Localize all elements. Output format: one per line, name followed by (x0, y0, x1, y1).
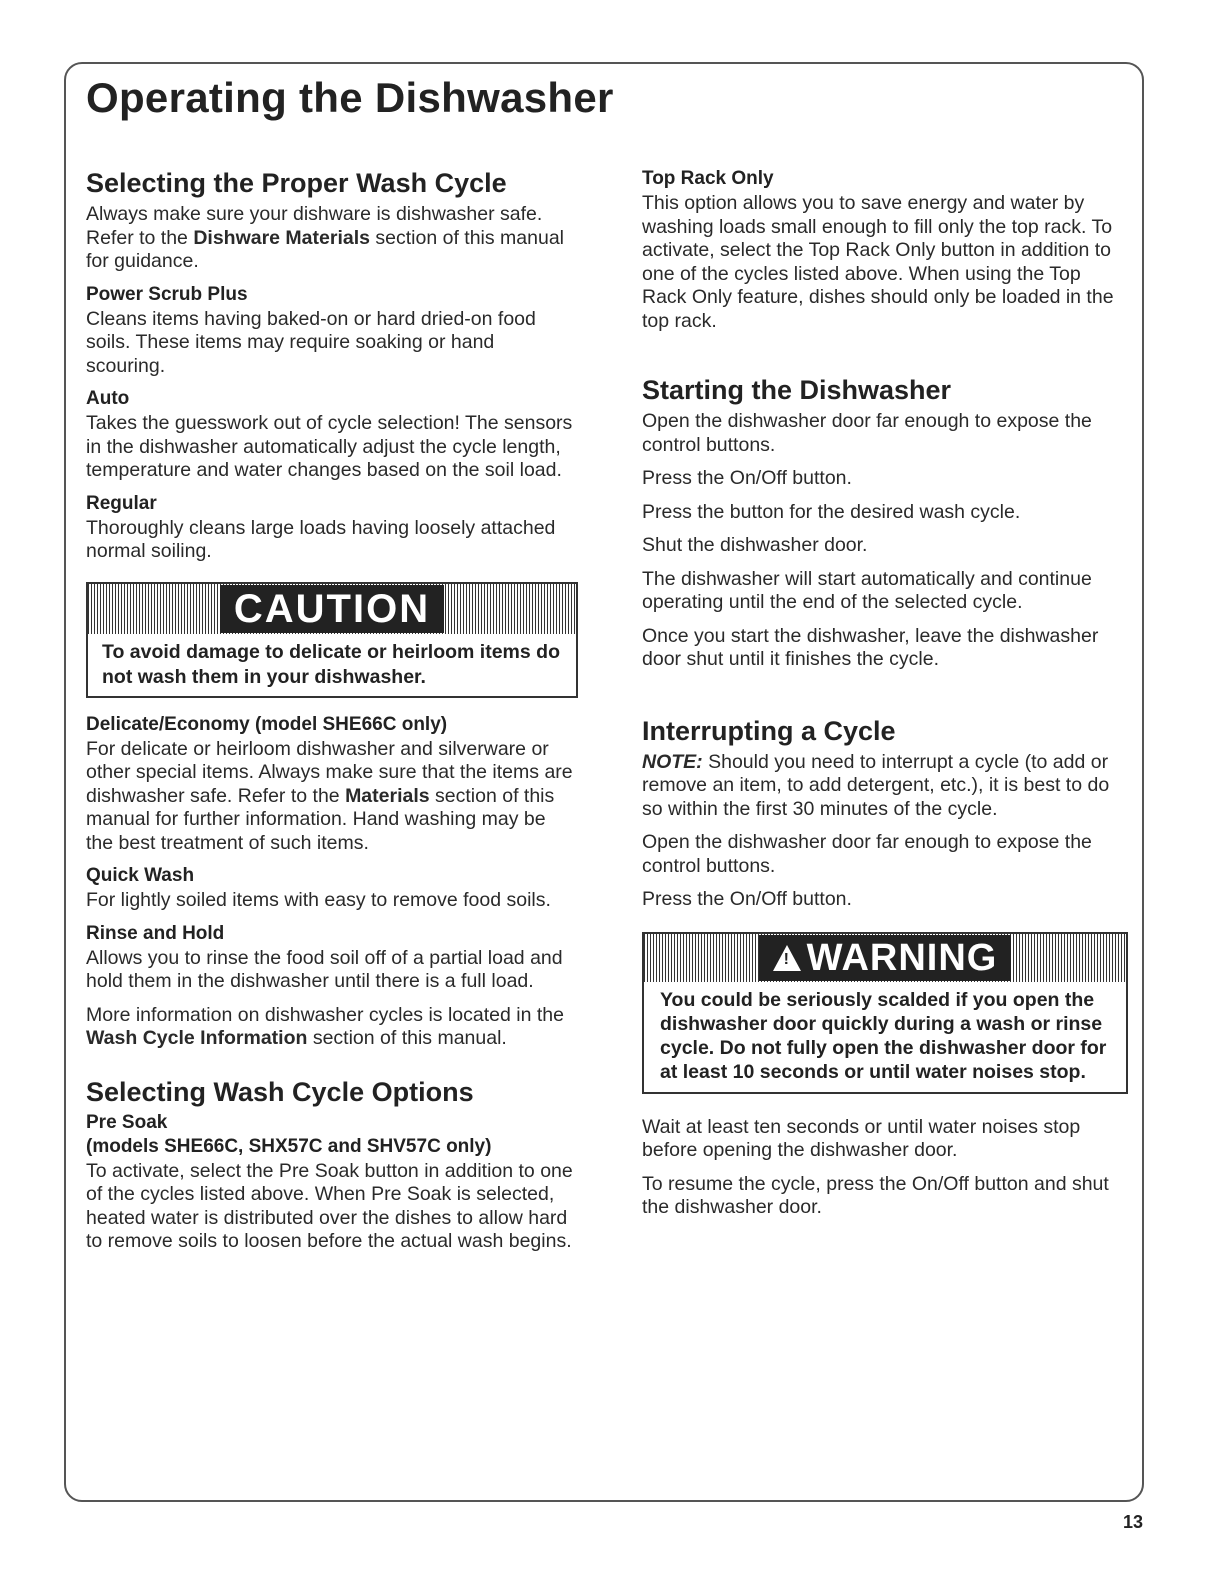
caution-text: To avoid damage to delicate or heirloom items do not wash them in your dishwasher. (102, 640, 560, 688)
subheading-rinse-hold: Rinse and Hold (86, 922, 225, 944)
subheading-quick-wash: Quick Wash (86, 865, 195, 886)
page-title: Operating the Dishwasher (86, 74, 614, 121)
power-scrub-text: Cleans items having baked-on or hard dried-on food soils. These items may require soaking or hand scouring. (86, 307, 536, 377)
resume-step: To resume the cycle, press the On/Off button and shut the dishwasher door. (642, 1172, 1109, 1218)
more-info-text (86, 1004, 578, 1051)
interrupt-step: Open the dishwasher door far enough to expose the control buttons. (642, 831, 1092, 877)
warning-box (642, 932, 1128, 1094)
warning-banner (644, 934, 1126, 982)
starting-step: Open the dishwasher door far enough to expose the control buttons. (642, 410, 1092, 456)
warning-triangle-icon: ! (773, 945, 801, 971)
resume-step: Wait at least ten seconds or until water noises stop before opening the dishwasher door. (642, 1115, 1081, 1161)
starting-step: The dishwasher will start automatically and continue operating until the end of the selected cycle. (642, 567, 1092, 613)
text: section of this manual for further information. Hand washing may be the best treatment of such items. (86, 784, 555, 854)
intro-paragraph (86, 203, 578, 274)
caution-banner (88, 584, 576, 634)
subheading-top-rack: Top Rack Only (642, 168, 774, 189)
subheading-auto: Auto (86, 388, 130, 409)
section-heading: Selecting the Proper Wash Cycle (86, 168, 507, 198)
text: For delicate or heirloom dishwasher and silverware or other special items. Always make sure that the items are dishwasher safe. Refer to the (86, 737, 573, 807)
warning-label: WARNING (806, 936, 998, 979)
text: More information on dishwasher cycles is located in the (86, 1003, 564, 1026)
starting-step: Shut the dishwasher door. (642, 534, 868, 556)
section-heading-options: Selecting Wash Cycle Options (86, 1076, 474, 1107)
pre-soak-text: To activate, select the Pre Soak button in addition to one of the cycles listed above. When Pre Soak is selected, heated water is distributed over the dishes to allow hard to remove soils to loosen before the actual wash begins. (86, 1159, 573, 1252)
delicate-text (86, 738, 578, 856)
auto-text: Takes the guesswork out of cycle selection! The sensors in the dishwasher automatically adjust the cycle length, temperature and water changes based on the soil load. (86, 412, 573, 481)
starting-step: Once you start the dishwasher, leave the dishwasher door shut until it finishes the cycle. (642, 624, 1099, 670)
subheading-delicate: Delicate/Economy (model SHE66C only) (86, 713, 448, 735)
caution-box (86, 582, 578, 698)
note-paragraph (642, 751, 1128, 822)
top-rack-text: This option allows you to save energy and water by washing loads small enough to fill only the top rack. To activate, select the Top Rack Only button in addition to one of the cycles listed above. When using the Top Rack Only feature, dishes should only be loaded in the top rack. (642, 192, 1114, 332)
regular-text: Thoroughly cleans large loads having loosely attached normal soiling. (86, 516, 556, 562)
text: Should you need to interrupt a cycle (to add or remove an item, to add detergent, etc.), it is best to do so within the first 30 minutes of the cycle. (642, 750, 1110, 820)
subheading-regular: Regular (86, 492, 157, 514)
text: Always make sure your dishware is dishwasher safe. Refer to the (86, 203, 543, 249)
starting-step: Press the On/Off button. (642, 467, 852, 489)
caution-label: CAUTION (220, 585, 444, 633)
pre-soak-models: (models SHE66C, SHX57C and SHV57C only) (86, 1135, 492, 1157)
right-column (642, 168, 1128, 1230)
text: section of this manual for guidance. (86, 226, 565, 272)
bold-ref: Wash Cycle Information (86, 1027, 308, 1049)
warning-label-wrap (759, 935, 1012, 981)
section-heading-interrupting: Interrupting a Cycle (642, 715, 896, 746)
text: section of this manual. (307, 1027, 507, 1049)
rinse-hold-text: Allows you to rinse the food soil off of a partial load and hold them in the dishwasher until there is a full load. (86, 946, 563, 992)
section-heading-starting: Starting the Dishwasher (642, 375, 952, 405)
left-column (86, 168, 578, 1264)
starting-step: Press the button for the desired wash cycle. (642, 500, 1021, 523)
quick-wash-text: For lightly soiled items with easy to remove food soils. (86, 889, 551, 911)
interrupt-step: Press the On/Off button. (642, 888, 852, 910)
section-selecting-cycle (86, 168, 578, 274)
warning-text: You could be seriously scalded if you open the dishwasher door quickly during a wash or rinse cycle. Do not fully open the dishwasher door for at least 10 seconds or until water noises stop. (660, 988, 1107, 1083)
subheading-pre-soak: Pre Soak (86, 1111, 168, 1133)
bold-ref: Dishware Materials (193, 226, 370, 249)
note-label: NOTE: (642, 750, 703, 773)
page-number: 13 (1123, 1512, 1144, 1532)
subheading-power-scrub: Power Scrub Plus (86, 283, 248, 305)
bold-ref: Materials (345, 784, 430, 807)
